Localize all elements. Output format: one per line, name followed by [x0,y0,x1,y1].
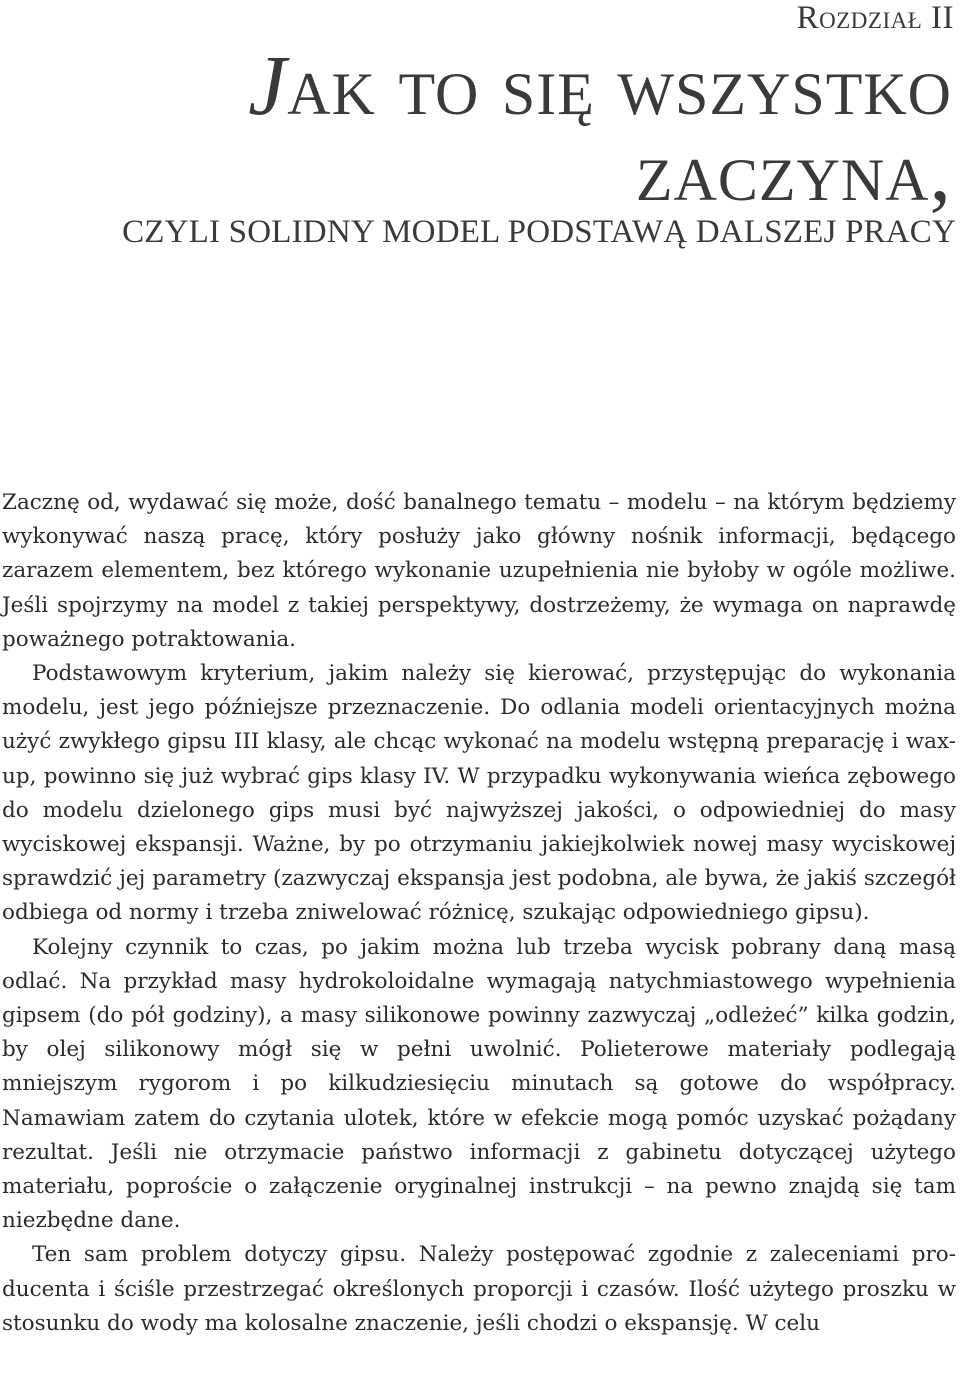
title-rest: ak to się wszystko [287,37,952,133]
paragraph-1: Zacznę od, wydawać się może, dość banalnego tematu – modelu – na którym będziemy wykonywać naszą pracę, który posłuży jako główny nośnik informacji, będącego zarazem elementem, bez którego wykonanie uzupełnienia nie byłoby w ogóle możliwe. Jeśli spojrzymy na model z takiej perspektywy, dostrzeżemy, że wymaga on naprawdę poważnego potraktowania. [2,490,956,652]
paragraph-4: Ten sam problem dotyczy gipsu. Należy postępować zgodnie z zaleceniami producenta i ściśle przestrzegać określonych proporcji i czasów. Ilość użytego proszku w stosunku do wody ma kolosalne znaczenie, jeśli chodzi o ekspansję. W celu [2,1242,956,1336]
chapter-title-line-2: zaczyna, [635,123,952,219]
body-text [2,486,956,1341]
paragraph-2: Podstawowym kryterium, jakim należy się kierować, przystępując do wykonania modelu, jest jego późniejsze przeznaczenie. Do odlania modeli orientacyjnych można użyć zwykłego gipsu III klasy, ale chcąc wykonać na modelu wstępną preparację i wax-up, powinno się już wybrać gips klasy IV. W przypadku wykonywania wieńca zębowego do modelu dzielonego gips musi być najwyższej jakości, o odpowiedniej do masy wyciskowej ekspansji. Ważne, by po otrzymaniu jakiejkolwiek nowej masy wyciskowej sprawdzić jej parametry (zazwyczaj ekspansja jest podobna, ale bywa, że jakiś szczegół odbiega od normy i trzeba zniwelować różnicę, szukając odpowiedniego gipsu). [2,661,956,926]
chapter-title-line-1 [248,37,952,133]
title-initial: J [248,37,288,133]
chapter-label: Rozdział II [796,0,954,36]
paragraph-3: Kolejny czynnik to czas, po jakim można lub trzeba wycisk pobrany daną masą odlać. Na przykład masy hydrokoloidalne wymagają natychmiastowego wypełnienia gipsem (do pół godziny), a masy silikonowe powinny zazwyczaj „odleżeć” kilka godzin, by olej silikonowy mógł się w pełni uwolnić. Polieterowe materiały podlegają mniejszym rygorom i po kilkudziesięciu minutach są gotowe do współpracy. Namawiam zatem do czytania ulotek, które w efekcie mogą pomóc uzyskać pożądany rezultat. Jeśli nie otrzymacie państwo informacji z gabinetu dotyczącej użytego materiału, poproście o załączenie oryginalnej instrukcji – na pewno znajdą się tam niezbędne dane. [2,934,956,1234]
chapter-subtitle: CZYLI SOLIDNY MODEL PODSTAWĄ DALSZEJ PRACY [122,214,956,250]
